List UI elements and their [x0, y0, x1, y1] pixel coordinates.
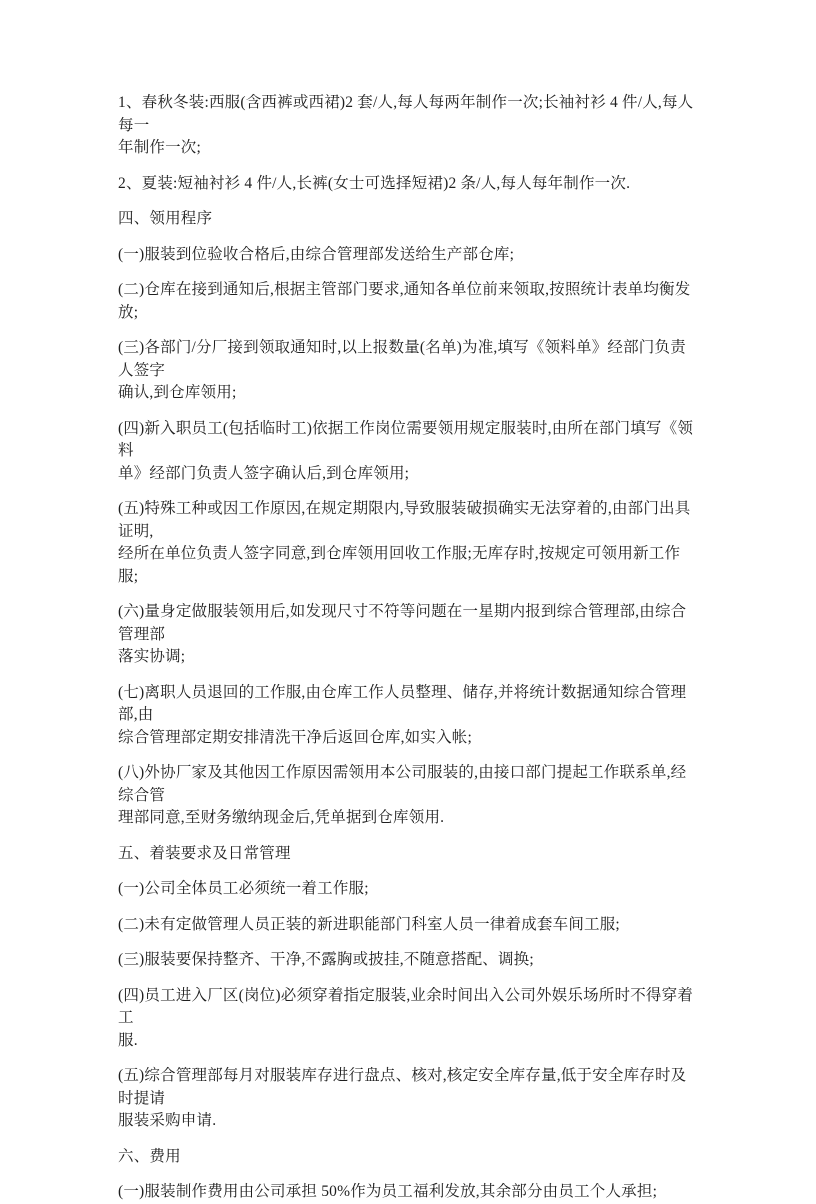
paragraph [118, 337, 698, 405]
text-line: (八)外协厂家及其他因工作原因需领用本公司服装的,由接口部门提起工作联系单,经综合管 [118, 764, 687, 804]
text-line: 服装采购申请. [118, 1112, 217, 1129]
paragraph [118, 498, 698, 588]
text-line: 服. [118, 1031, 138, 1049]
paragraph [118, 914, 698, 937]
section-heading [118, 1146, 698, 1169]
paragraph [118, 985, 698, 1053]
text-line: (四)员工进入厂区(岗位)必须穿着指定服装,业余时间出入公司外娱乐场所时不得穿着工 [118, 986, 694, 1026]
paragraph [118, 762, 698, 830]
paragraph [118, 418, 698, 486]
text-line: 落实协调; [118, 648, 186, 665]
paragraph [118, 279, 698, 324]
text-line: (一)公司全体员工必须统一着工作服; [118, 880, 369, 897]
section-heading [118, 208, 698, 231]
text-line: 综合管理部定期安排清洗干净后返回仓库,如实入帐; [118, 728, 472, 746]
text-line: 2、夏装:短袖衬衫 4 件/人,长裤(女士可选择短裙)2 条/人,每人每年制作一次. [118, 174, 631, 192]
text-line: (五)综合管理部每月对服装库存进行盘点、核对,核定安全库存量,低于安全库存时及时提请 [118, 1067, 687, 1107]
text-line: (四)新入职员工(包括临时工)依据工作岗位需要领用规定服装时,由所在部门填写《领料 [118, 419, 694, 459]
text-line: 五、着装要求及日常管理 [118, 844, 291, 862]
paragraph [118, 92, 698, 160]
text-line: 理部同意,至财务缴纳现金后,凭单据到仓库领用. [118, 809, 445, 826]
paragraph [118, 244, 698, 267]
document-body [118, 92, 698, 1204]
text-line: 四、领用程序 [118, 210, 213, 227]
paragraph [118, 601, 698, 669]
text-line: (五)特殊工种或因工作原因,在规定期限内,导致服装破损确实无法穿着的,由部门出具证明, [118, 500, 691, 540]
text-line: 单》经部门负责人签字确认后,到仓库领用; [118, 464, 410, 482]
text-line: (二)仓库在接到通知后,根据主管部门要求,通知各单位前来领取,按照统计表单均衡发放; [118, 281, 691, 321]
text-line: (二)未有定做管理人员正装的新进职能部门科室人员一律着成套车间工服; [118, 915, 620, 933]
text-line: (三)各部门/分厂接到领取通知时,以上报数量(名单)为准,填写《领料单》经部门负责人签字 [118, 339, 686, 379]
paragraph [118, 173, 698, 196]
text-line: (七)离职人员退回的工作服,由仓库工作人员整理、储存,并将统计数据通知综合管理部,由 [118, 683, 687, 723]
paragraph [118, 1181, 698, 1204]
text-line: 1、春秋冬装:西服(含西裤或西裙)2 套/人,每人每两年制作一次;长袖衬衫 4 件/人,每人每一 [118, 94, 694, 134]
text-line: (六)量身定做服装领用后,如发现尺寸不符等问题在一星期内报到综合管理部,由综合管理部 [118, 603, 687, 643]
paragraph [118, 949, 698, 972]
text-line: 六、费用 [118, 1147, 181, 1165]
paragraph [118, 682, 698, 750]
text-line: (三)服装要保持整齐、干净,不露胸或披挂,不随意搭配、调换; [118, 951, 534, 968]
text-line: 年制作一次; [118, 139, 202, 156]
text-line: (一)服装制作费用由公司承担 50%作为员工福利发放,其余部分由员工个人承担; [118, 1183, 658, 1200]
paragraph [118, 1065, 698, 1133]
text-line: (一)服装到位验收合格后,由综合管理部发送给生产部仓库; [118, 245, 515, 263]
paragraph [118, 878, 698, 901]
section-heading [118, 843, 698, 866]
text-line: 确认,到仓库领用; [118, 384, 237, 401]
text-line: 经所在单位负责人签字同意,到仓库领用回收工作服;无库存时,按规定可领用新工作服; [118, 545, 681, 585]
